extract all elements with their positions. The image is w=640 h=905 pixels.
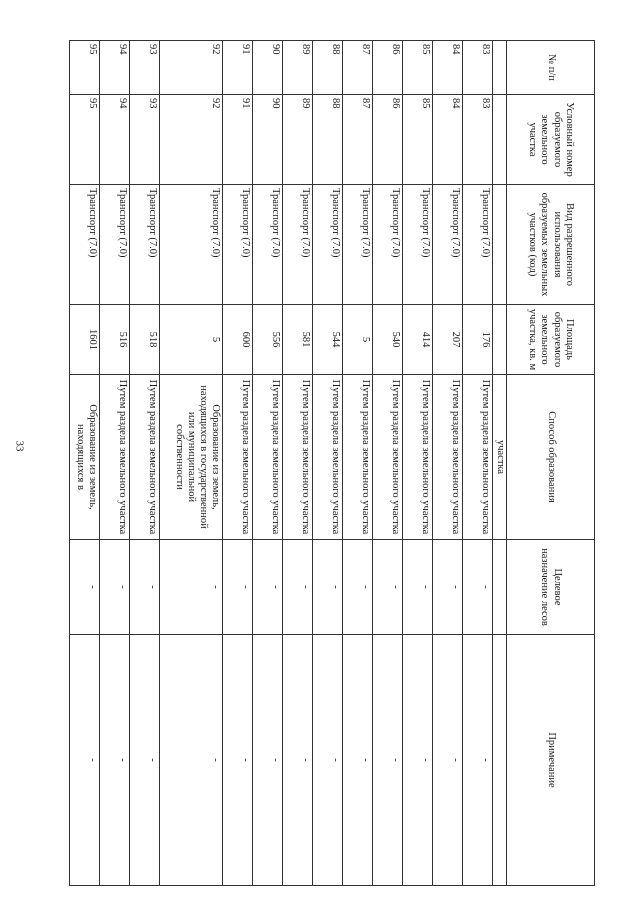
- row-note: -: [403, 635, 433, 886]
- row-permitted-use: Транспорт (7.0): [253, 185, 283, 305]
- row-index: 86: [373, 41, 403, 95]
- row-formation-method: Путем раздела земельного участка: [283, 375, 313, 540]
- table-row: [463, 41, 493, 886]
- row-forest-purpose: -: [433, 540, 463, 635]
- row-area: 414: [403, 305, 433, 375]
- row-area: 1601: [70, 305, 100, 375]
- row-permitted-use: Транспорт (7.0): [463, 185, 493, 305]
- row-formation-method: Путем раздела земельного участка: [253, 375, 283, 540]
- row-note: -: [463, 635, 493, 886]
- row-index: 94: [100, 41, 130, 95]
- row-formation-method: Путем раздела земельного участка: [313, 375, 343, 540]
- row-area: 5: [343, 305, 373, 375]
- table-row: [130, 41, 160, 886]
- row-area: 207: [433, 305, 463, 375]
- row-plot-number: 91: [223, 95, 253, 185]
- row-formation-method: Путем раздела земельного участка: [130, 375, 160, 540]
- row-permitted-use: Транспорт (7.0): [100, 185, 130, 305]
- row-note: -: [130, 635, 160, 886]
- row-permitted-use: Транспорт (7.0): [283, 185, 313, 305]
- row-note: -: [160, 635, 223, 886]
- header-area: Площадь образуемого земельного участка, кв. м: [507, 305, 595, 375]
- row-index: 91: [223, 41, 253, 95]
- header-formation-method: Способ образования: [507, 375, 595, 540]
- row-forest-purpose: -: [223, 540, 253, 635]
- row-index: 93: [130, 41, 160, 95]
- row-note: -: [283, 635, 313, 886]
- row-note: -: [253, 635, 283, 886]
- row-index: 84: [433, 41, 463, 95]
- header-plot-number: Условный номер образуемого земельного участка: [507, 95, 595, 185]
- row-permitted-use: Транспорт (7.0): [373, 185, 403, 305]
- row-permitted-use: Транспорт (7.0): [70, 185, 100, 305]
- row-plot-number: 85: [403, 95, 433, 185]
- row-forest-purpose: -: [343, 540, 373, 635]
- row-forest-purpose: -: [160, 540, 223, 635]
- row-area: 516: [100, 305, 130, 375]
- row-permitted-use: Транспорт (7.0): [160, 185, 223, 305]
- table-row: [403, 41, 433, 886]
- row-formation-method: Путем раздела земельного участка: [100, 375, 130, 540]
- row-forest-purpose: -: [70, 540, 100, 635]
- row-forest-purpose: -: [130, 540, 160, 635]
- table-row: [283, 41, 313, 886]
- row-forest-purpose: -: [253, 540, 283, 635]
- table-row: [70, 41, 100, 886]
- row-note: -: [343, 635, 373, 886]
- row-index: 88: [313, 41, 343, 95]
- row-plot-number: 95: [70, 95, 100, 185]
- row-formation-method: Образование из земель, находящихся в: [70, 375, 100, 540]
- row-plot-number: 86: [373, 95, 403, 185]
- table-row: [223, 41, 253, 886]
- row-formation-method: Путем раздела земельного участка: [433, 375, 463, 540]
- row-plot-number: 90: [253, 95, 283, 185]
- row-index: 90: [253, 41, 283, 95]
- row-plot-number: 94: [100, 95, 130, 185]
- row-formation-method: Путем раздела земельного участка: [223, 375, 253, 540]
- row-formation-method: Путем раздела земельного участка: [343, 375, 373, 540]
- table-row: [313, 41, 343, 886]
- row-plot-number: 93: [130, 95, 160, 185]
- row-permitted-use: Транспорт (7.0): [433, 185, 463, 305]
- table-row: [373, 41, 403, 886]
- row-index: 89: [283, 41, 313, 95]
- row-plot-number: 89: [283, 95, 313, 185]
- row-permitted-use: Транспорт (7.0): [223, 185, 253, 305]
- row-forest-purpose: -: [403, 540, 433, 635]
- row-note: -: [433, 635, 463, 886]
- row-forest-purpose: -: [313, 540, 343, 635]
- row-area: 600: [223, 305, 253, 375]
- header-index: № п/п: [507, 41, 595, 95]
- row-plot-number: 83: [463, 95, 493, 185]
- table-row: [253, 41, 283, 886]
- page-number: 33: [13, 440, 26, 452]
- row-area: 5: [160, 305, 223, 375]
- table-row: [100, 41, 130, 886]
- row-area: 556: [253, 305, 283, 375]
- row-note: -: [313, 635, 343, 886]
- row-plot-number: 92: [160, 95, 223, 185]
- row-note: -: [223, 635, 253, 886]
- row-plot-number: 84: [433, 95, 463, 185]
- row-index: 92: [160, 41, 223, 95]
- row-index: 85: [403, 41, 433, 95]
- table-body: [70, 41, 507, 886]
- row-forest-purpose: -: [100, 540, 130, 635]
- row-formation-method: Путем раздела земельного участка: [463, 375, 493, 540]
- table-header-row: [507, 41, 595, 886]
- rotated-table-container: [70, 40, 595, 885]
- row-area: 518: [130, 305, 160, 375]
- row-permitted-use: Транспорт (7.0): [313, 185, 343, 305]
- row-note: -: [70, 635, 100, 886]
- continuation-row: [493, 41, 507, 886]
- row-area: 544: [313, 305, 343, 375]
- header-note: Примечание: [507, 635, 595, 886]
- continuation-text: участка: [493, 375, 507, 540]
- row-forest-purpose: -: [283, 540, 313, 635]
- header-permitted-use: Вид разрешенного использования образуемых земельных участков (код): [507, 185, 595, 305]
- row-forest-purpose: -: [373, 540, 403, 635]
- row-area: 176: [463, 305, 493, 375]
- table-row: [433, 41, 463, 886]
- land-plots-table: [69, 40, 595, 886]
- row-permitted-use: Транспорт (7.0): [403, 185, 433, 305]
- row-formation-method: Образование из земель, находящихся в государственной или муниципальной собственности: [160, 375, 223, 540]
- table-row: [160, 41, 223, 886]
- row-permitted-use: Транспорт (7.0): [343, 185, 373, 305]
- row-permitted-use: Транспорт (7.0): [130, 185, 160, 305]
- row-plot-number: 87: [343, 95, 373, 185]
- row-forest-purpose: -: [463, 540, 493, 635]
- row-area: 540: [373, 305, 403, 375]
- row-index: 95: [70, 41, 100, 95]
- row-plot-number: 88: [313, 95, 343, 185]
- row-formation-method: Путем раздела земельного участка: [403, 375, 433, 540]
- header-forest-purpose: Целевое назначение лесов: [507, 540, 595, 635]
- row-note: -: [373, 635, 403, 886]
- row-index: 83: [463, 41, 493, 95]
- row-note: -: [100, 635, 130, 886]
- row-formation-method: Путем раздела земельного участка: [373, 375, 403, 540]
- row-area: 581: [283, 305, 313, 375]
- row-index: 87: [343, 41, 373, 95]
- table-row: [343, 41, 373, 886]
